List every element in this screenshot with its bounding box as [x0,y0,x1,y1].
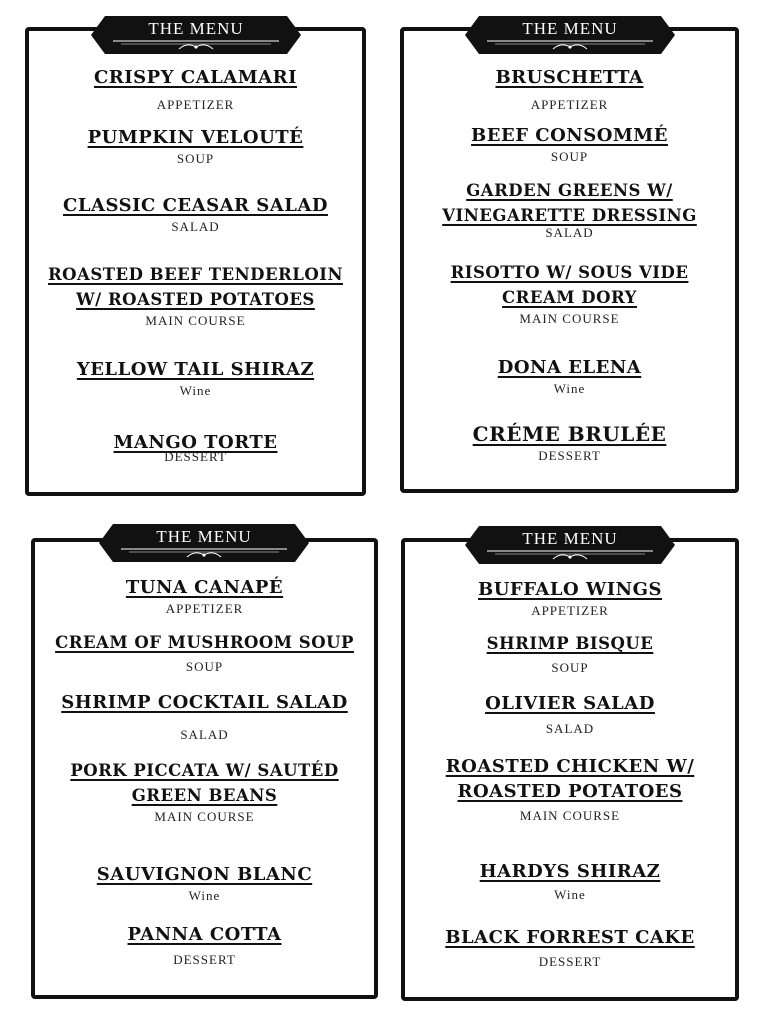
dish-category: SOUP [185,659,224,674]
dish-name: HARDYS SHIRAZ [479,861,661,882]
menu-banner-2 [465,16,675,54]
dish-name: BLACK FORREST CAKE [445,927,695,948]
dish-category: MAIN COURSE [519,808,621,823]
dish-name: YELLOW TAIL SHIRAZ [76,359,315,380]
menu-banner-3 [99,524,309,562]
dish-name: OLIVIER SALAD [485,693,655,714]
dish-category: SALAD [545,225,594,240]
dish-name: SHRIMP BISQUE [486,634,654,653]
dish-name: SAUVIGNON BLANC [96,864,313,885]
dish-category: APPETIZER [531,603,609,618]
menu-banner-1 [91,16,301,54]
dish-category: SALAD [545,721,595,736]
dish-name: BEEF CONSOMMÉ [471,125,668,146]
dish-category: DESSERT [173,952,236,967]
dish-category: DESSERT [538,954,602,969]
dish-name: PANNA COTTA [127,924,282,945]
dish-category: APPETIZER [165,601,244,616]
dish-category: MAIN COURSE [519,311,620,326]
dish-name: DONA ELENA [497,357,642,378]
dish-name: CREAM OF MUSHROOM SOUP [55,633,354,652]
dish-category: Wine [554,887,586,902]
dish-category: MAIN COURSE [154,809,255,824]
dish-category: APPETIZER [530,97,609,112]
dish-category: SALAD [171,219,220,234]
dish-category: DESSERT [538,448,601,463]
banner-title: THE MENU [148,19,244,38]
dish-name: CRISPY CALAMARI [93,67,298,88]
dish-category: SOUP [176,151,215,166]
dish-name: GARDEN GREENS W/ VINEGARETTE DRESSING [442,181,697,225]
dish-category: Wine [179,383,212,398]
dish-name: SHRIMP COCKTAIL SALAD [61,692,348,713]
dish-category: Wine [188,888,221,903]
dish-name: PUMPKIN VELOUTÉ [87,127,304,148]
banner-title: THE MENU [522,529,618,548]
dish-name: CRÉME BRULÉE [472,422,667,446]
dish-category: MAIN COURSE [145,313,246,328]
banner-title: THE MENU [522,19,618,38]
dish-name: ROASTED BEEF TENDERLOIN W/ ROASTED POTATOES [47,265,344,309]
menu-banner-4 [465,526,675,564]
dish-category: Wine [553,381,586,396]
dish-name: BUFFALO WINGS [478,579,662,600]
dish-name: PORK PICCATA W/ SAUTÉD GREEN BEANS [70,761,339,805]
dish-category: APPETIZER [156,97,235,112]
dish-category: DESSERT [164,449,227,464]
dish-name: TUNA CANAPÉ [125,577,284,598]
dish-category: SALAD [180,727,229,742]
dish-name: RISOTTO W/ SOUS VIDE CREAM DORY [450,263,689,307]
banner-title: THE MENU [156,527,252,546]
dish-name: BRUSCHETTA [495,67,644,88]
dish-category: SOUP [550,149,589,164]
dish-name: ROASTED CHICKEN W/ ROASTED POTATOES [445,756,695,802]
dish-category: SOUP [551,660,589,675]
dish-name: MANGO TORTE [113,432,278,453]
dish-name: CLASSIC CEASAR SALAD [63,195,328,216]
